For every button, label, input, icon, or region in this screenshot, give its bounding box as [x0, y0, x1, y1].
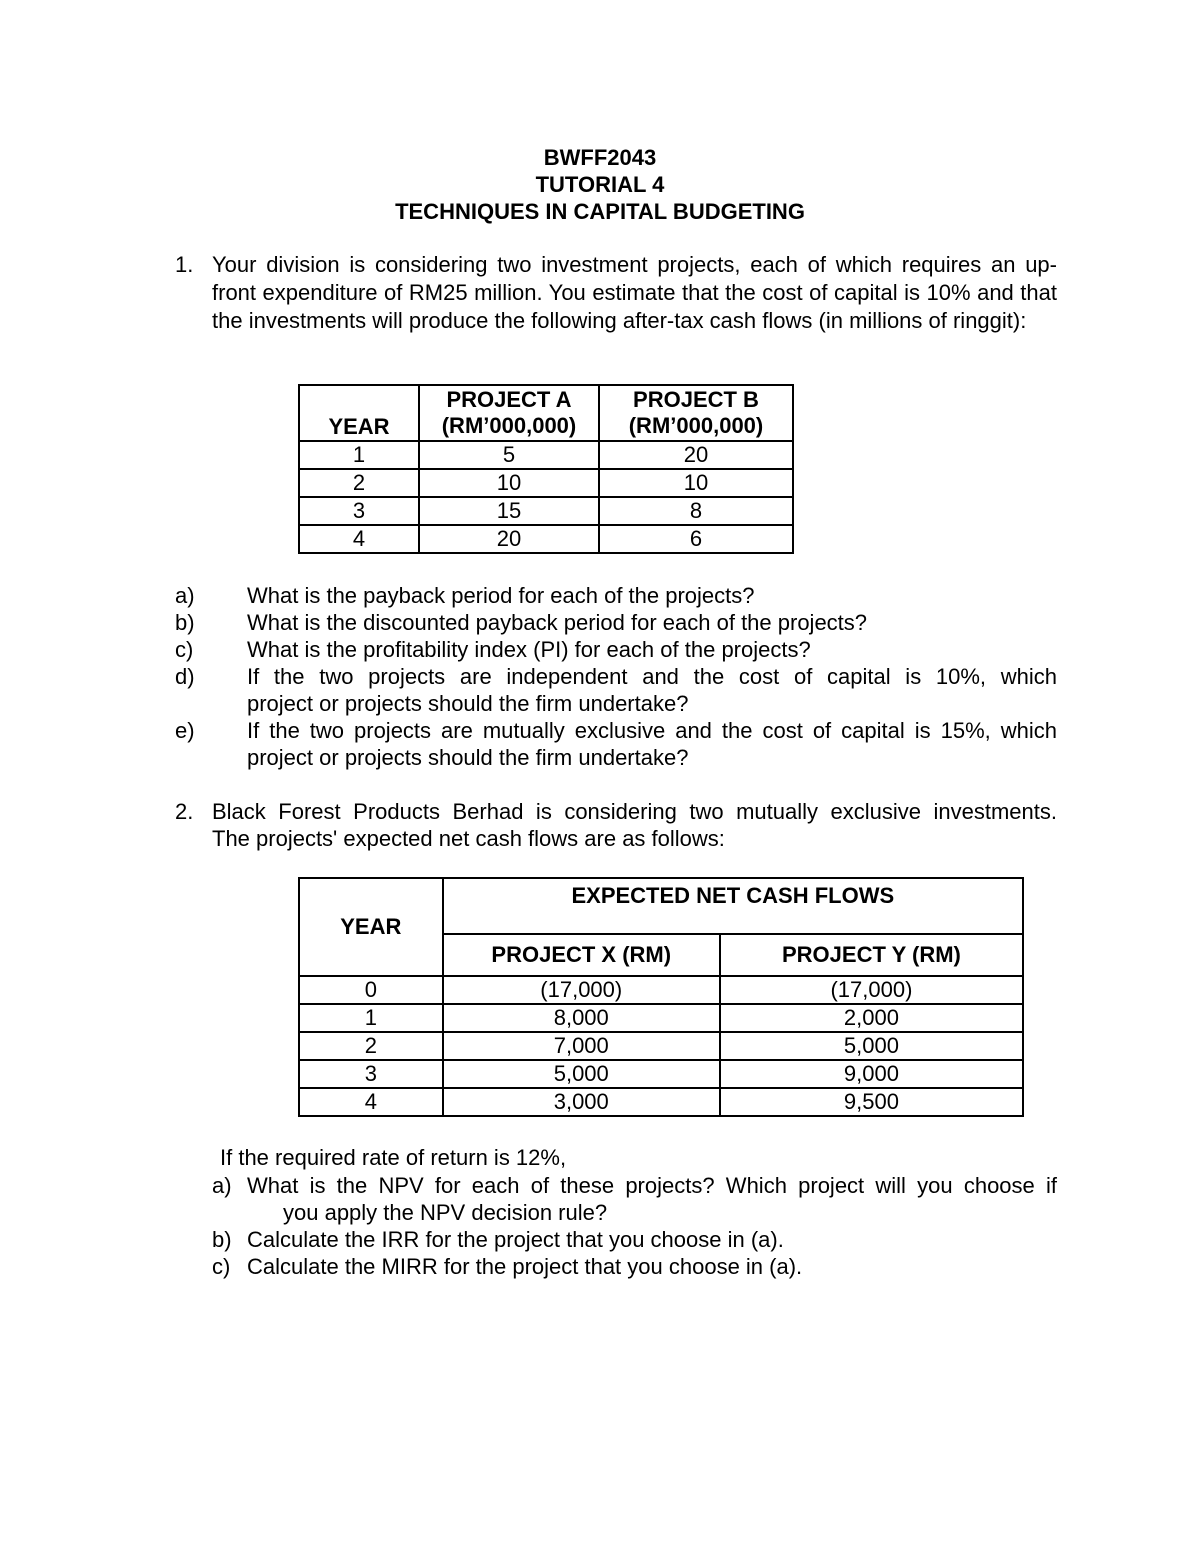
q1-table: [298, 384, 794, 554]
part-text: What is the profitability index (PI) for each of the projects?: [247, 637, 811, 662]
project-a-cell: 15: [419, 497, 599, 525]
year-cell: 4: [299, 525, 419, 553]
project-x-cell: 3,000: [443, 1088, 720, 1116]
part-label: a): [212, 1173, 232, 1198]
part-text: If the two projects are independent and the cost of capital is 10%, which: [247, 664, 1057, 689]
year-cell: 2: [299, 469, 419, 497]
part-text: If the two projects are mutually exclusive and the cost of capital is 15%, which: [247, 718, 1057, 743]
project-b-unit: (RM’000,000): [628, 413, 764, 438]
table-row: [299, 1060, 1023, 1088]
project-b-cell: 20: [599, 441, 793, 469]
q2-text-line1: Black Forest Products Berhad is considering two mutually exclusive investments.: [212, 799, 1057, 824]
project-x-cell: 5,000: [443, 1060, 720, 1088]
project-x-cell: (17,000): [443, 976, 720, 1004]
table-row: [299, 976, 1023, 1004]
part-text: What is the payback period for each of the projects?: [247, 583, 755, 608]
part-label: d): [175, 664, 195, 689]
course-code: BWFF2043: [543, 145, 657, 170]
project-b-header: [599, 385, 793, 441]
table-row: [299, 497, 793, 525]
part-text: project or projects should the firm undertake?: [247, 745, 689, 770]
project-y-cell: 9,000: [720, 1060, 1023, 1088]
tutorial-topic: TECHNIQUES IN CAPITAL BUDGETING: [395, 199, 805, 224]
table-header-row: [299, 385, 793, 441]
part-label: b): [175, 610, 195, 635]
q2-intro: If the required rate of return is 12%,: [220, 1145, 567, 1170]
year-cell: 1: [299, 441, 419, 469]
table-row: [299, 1088, 1023, 1116]
project-a-title: PROJECT A: [446, 387, 572, 412]
year-header: YEAR: [299, 385, 419, 441]
year-cell: 3: [299, 497, 419, 525]
project-y-cell: 5,000: [720, 1032, 1023, 1060]
part-text: Calculate the IRR for the project that you choose in (a).: [247, 1227, 784, 1252]
q2-table: [298, 877, 1024, 1117]
tutorial-number: TUTORIAL 4: [535, 172, 665, 197]
project-y-cell: (17,000): [720, 976, 1023, 1004]
q2-text-line2: The projects' expected net cash flows are as follows:: [212, 826, 725, 851]
project-a-unit: (RM’000,000): [441, 413, 577, 438]
part-text: Calculate the MIRR for the project that you choose in (a).: [247, 1254, 803, 1279]
q1-number: 1.: [175, 252, 194, 277]
project-b-cell: 10: [599, 469, 793, 497]
year-cell: 3: [299, 1060, 443, 1088]
q2-number: 2.: [175, 799, 194, 824]
project-y-cell: 2,000: [720, 1004, 1023, 1032]
table-row: [299, 1032, 1023, 1060]
project-x-cell: 7,000: [443, 1032, 720, 1060]
project-a-cell: 20: [419, 525, 599, 553]
part-label: c): [175, 637, 194, 662]
part-text: project or projects should the firm undertake?: [247, 691, 689, 716]
project-a-cell: 10: [419, 469, 599, 497]
table-header-row: [299, 878, 1023, 934]
project-x-cell: 8,000: [443, 1004, 720, 1032]
year-header: YEAR: [299, 878, 443, 976]
year-cell: 4: [299, 1088, 443, 1116]
project-x-header: PROJECT X (RM): [443, 934, 720, 976]
year-cell: 0: [299, 976, 443, 1004]
table-row: [299, 1004, 1023, 1032]
part-label: b): [212, 1227, 232, 1252]
part-text: you apply the NPV decision rule?: [283, 1200, 608, 1225]
project-a-header: [419, 385, 599, 441]
table-row: [299, 469, 793, 497]
project-y-header: PROJECT Y (RM): [720, 934, 1023, 976]
project-b-title: PROJECT B: [633, 387, 759, 412]
project-a-cell: 5: [419, 441, 599, 469]
part-label: a): [175, 583, 195, 608]
project-b-cell: 8: [599, 497, 793, 525]
part-label: c): [212, 1254, 231, 1279]
year-cell: 2: [299, 1032, 443, 1060]
project-y-cell: 9,500: [720, 1088, 1023, 1116]
table-row: [299, 525, 793, 553]
year-cell: 1: [299, 1004, 443, 1032]
expected-cash-flows-header: EXPECTED NET CASH FLOWS: [443, 878, 1023, 934]
part-text: What is the discounted payback period for each of the projects?: [247, 610, 868, 635]
part-text: What is the NPV for each of these projects? Which project will you choose if: [247, 1173, 1057, 1198]
part-label: e): [175, 718, 195, 743]
table-row: [299, 441, 793, 469]
project-b-cell: 6: [599, 525, 793, 553]
q1-text: Your division is considering two investment projects, each of which requires an up-front expenditure of RM25 million. You estimate that the cost of capital is 10% and that the investments will produce the following after-tax cash flows (in millions of ringgit):: [212, 252, 1057, 333]
